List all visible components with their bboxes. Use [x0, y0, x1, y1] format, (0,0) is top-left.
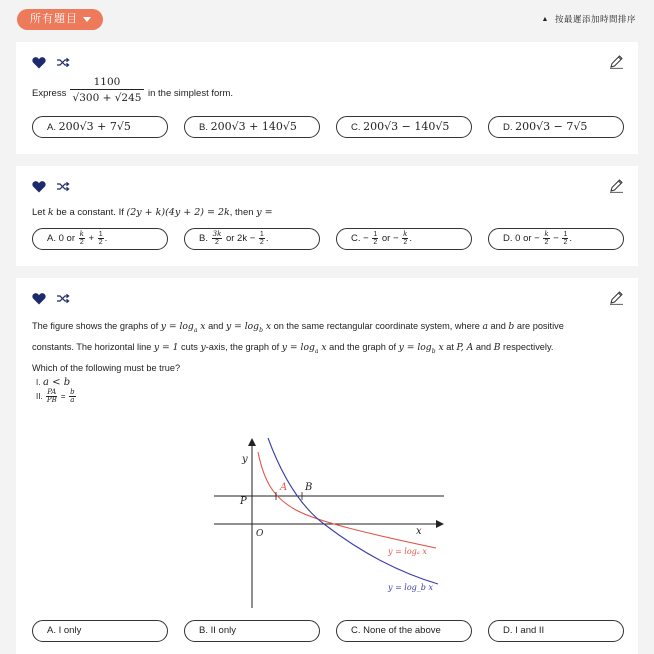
- q2-var-k: k: [47, 207, 54, 218]
- option-mid: or −: [381, 233, 399, 244]
- label-curve-b: y = log_b x: [388, 583, 433, 592]
- math: x: [318, 341, 327, 353]
- question-card-1: [16, 42, 638, 154]
- label-P: P: [240, 496, 247, 507]
- equals: =: [60, 391, 66, 401]
- q2-text-a: Let: [32, 207, 46, 218]
- q1-option-a[interactable]: [32, 116, 168, 138]
- option-letter: A.: [47, 122, 56, 133]
- text: and the graph of: [329, 341, 397, 352]
- question-text: [32, 205, 273, 221]
- text: and: [490, 321, 506, 331]
- frac-num: 1: [373, 230, 378, 238]
- label-x: x: [416, 526, 422, 537]
- math: B: [493, 341, 501, 353]
- frac-den: PB: [46, 395, 57, 404]
- math: y = log: [225, 321, 260, 332]
- edit-pencil-icon[interactable]: [609, 290, 624, 305]
- text: and: [475, 341, 492, 352]
- text: on the same rectangular coordinate system, where: [273, 321, 480, 331]
- shuffle-icon[interactable]: [56, 293, 70, 304]
- option-letter: C.: [351, 233, 361, 244]
- shuffle-icon[interactable]: [56, 57, 70, 68]
- option-letter: C.: [351, 122, 361, 133]
- text: at: [446, 341, 454, 352]
- statement-2: [32, 389, 628, 404]
- filter-label: 所有題目: [30, 13, 78, 25]
- q2-option-b[interactable]: [184, 228, 320, 250]
- sort-arrows-icon: ▲︎: [541, 16, 549, 24]
- q2-tail: y =: [256, 207, 273, 218]
- question-card-3: [16, 278, 638, 654]
- math-sub: b: [431, 347, 436, 355]
- option-text: C. None of the above: [351, 625, 441, 636]
- q2-option-d[interactable]: [488, 228, 624, 250]
- label-curve-a: y = logₐ x: [388, 547, 427, 556]
- math: x: [435, 341, 444, 353]
- q3-line-1: [32, 318, 628, 339]
- q3-line-3: Which of the following must be true?: [32, 362, 181, 373]
- q1-frac-numerator: 1100: [93, 76, 121, 88]
- q1-prefix: Express: [32, 88, 67, 99]
- heart-icon[interactable]: [32, 180, 46, 193]
- math: y = log: [160, 321, 194, 332]
- frac-num: b: [70, 387, 75, 396]
- q3-line-2: [32, 339, 628, 360]
- option-mid: +: [88, 233, 95, 244]
- option-value: 200√3 + 7√5: [58, 120, 131, 133]
- question-filter-dropdown[interactable]: [17, 9, 103, 30]
- math: x: [262, 321, 272, 332]
- q3-option-a[interactable]: [32, 620, 168, 642]
- frac-den: 2: [79, 238, 84, 246]
- q3-option-d[interactable]: [488, 620, 624, 642]
- statement-1: [32, 376, 628, 389]
- label-O: O: [256, 529, 264, 539]
- option-text: −: [363, 233, 369, 244]
- math: b: [508, 321, 515, 332]
- top-bar: [0, 0, 654, 38]
- option-end: .: [104, 233, 108, 244]
- question-card-2: [16, 166, 638, 266]
- caret-down-icon: [83, 17, 91, 22]
- sort-label: 按最遲添加時間排序: [554, 14, 636, 24]
- text: respectively.: [503, 341, 554, 352]
- curve-log-b: [268, 438, 438, 584]
- option-value: 200√3 + 140√5: [210, 120, 297, 133]
- option-end: .: [569, 233, 572, 244]
- curve-log-a: [258, 452, 436, 548]
- option-text: B. II only: [199, 625, 236, 636]
- option-text: 0 or −: [515, 233, 540, 244]
- frac-den: 2: [98, 238, 103, 246]
- frac-num: 1: [563, 230, 568, 238]
- frac-num: k: [544, 229, 549, 238]
- math: x: [197, 321, 206, 332]
- statement-label: I.: [36, 377, 41, 387]
- label-A: A: [280, 482, 288, 493]
- frac-num: k: [403, 229, 408, 238]
- math: y: [200, 341, 206, 353]
- text: The figure shows the graphs of: [32, 321, 159, 331]
- math: y = log: [281, 341, 315, 353]
- q2-option-c[interactable]: [336, 228, 472, 250]
- text: are positive: [516, 321, 564, 331]
- statement-math: a < b: [43, 376, 71, 388]
- math-sub: b: [259, 326, 263, 334]
- frac-num: 1: [259, 230, 264, 238]
- q1-option-b[interactable]: [184, 116, 320, 138]
- math-sub: a: [314, 347, 319, 355]
- shuffle-icon[interactable]: [56, 181, 70, 192]
- math: y = 1: [153, 341, 179, 353]
- math-sub: a: [193, 326, 198, 334]
- q2-text-c: , then: [229, 207, 254, 218]
- frac-den: 2: [373, 238, 378, 246]
- q2-equation: (2y + k)(4y + 2) = 2k: [126, 207, 230, 218]
- frac-num: k: [79, 229, 84, 238]
- q3-option-c[interactable]: [336, 620, 472, 642]
- text: constants. The horizontal line: [32, 341, 152, 352]
- option-letter: D.: [503, 122, 513, 133]
- option-text: A. I only: [47, 625, 82, 636]
- math: y = log: [398, 341, 432, 353]
- logarithm-graph: [210, 436, 450, 608]
- label-y: y: [242, 454, 248, 465]
- frac-num: 1: [98, 230, 103, 238]
- sort-dropdown[interactable]: [542, 13, 636, 25]
- option-end: .: [409, 233, 413, 244]
- frac-den: 2: [563, 238, 568, 246]
- heart-icon[interactable]: [32, 56, 46, 69]
- text: -axis, the graph of: [205, 341, 280, 352]
- frac-den: 2: [215, 238, 219, 246]
- edit-pencil-icon[interactable]: [609, 54, 624, 69]
- frac-den: 2: [403, 238, 408, 246]
- q2-text-b: be a constant. If: [56, 207, 124, 218]
- q1-option-d[interactable]: [488, 116, 624, 138]
- frac-den: 2: [544, 238, 549, 246]
- option-value: 200√3 − 7√5: [515, 120, 588, 133]
- q3-option-b[interactable]: [184, 620, 320, 642]
- edit-pencil-icon[interactable]: [609, 178, 624, 193]
- q1-fraction: [68, 75, 146, 106]
- option-text: D. I and II: [503, 625, 545, 636]
- statement-label: II.: [36, 391, 43, 401]
- frac-num: 3k: [212, 229, 222, 238]
- option-letter: B.: [199, 122, 208, 133]
- question-text: [32, 318, 628, 404]
- q1-option-c[interactable]: [336, 116, 472, 138]
- frac-den: a: [70, 395, 75, 404]
- question-text: [32, 75, 622, 111]
- option-letter: A.: [47, 233, 56, 244]
- label-B: B: [305, 482, 313, 493]
- q1-suffix: in the simplest form.: [148, 88, 233, 99]
- q2-option-a[interactable]: [32, 228, 168, 250]
- option-letter: D.: [503, 233, 513, 244]
- frac-num: PA: [47, 387, 57, 396]
- option-letter: B.: [199, 233, 208, 244]
- option-end: .: [265, 233, 269, 244]
- math: a: [482, 321, 488, 332]
- option-value: 200√3 − 140√5: [363, 120, 450, 133]
- option-mid: −: [553, 233, 559, 244]
- option-mid: or 2k −: [225, 233, 256, 244]
- text: and: [208, 321, 224, 331]
- heart-icon[interactable]: [32, 292, 46, 305]
- math: P, A: [456, 341, 474, 353]
- frac-den: 2: [259, 238, 264, 246]
- text: cuts: [181, 341, 198, 352]
- q1-frac-denominator: √300 + √245: [72, 92, 142, 104]
- option-text: 0 or: [58, 233, 75, 244]
